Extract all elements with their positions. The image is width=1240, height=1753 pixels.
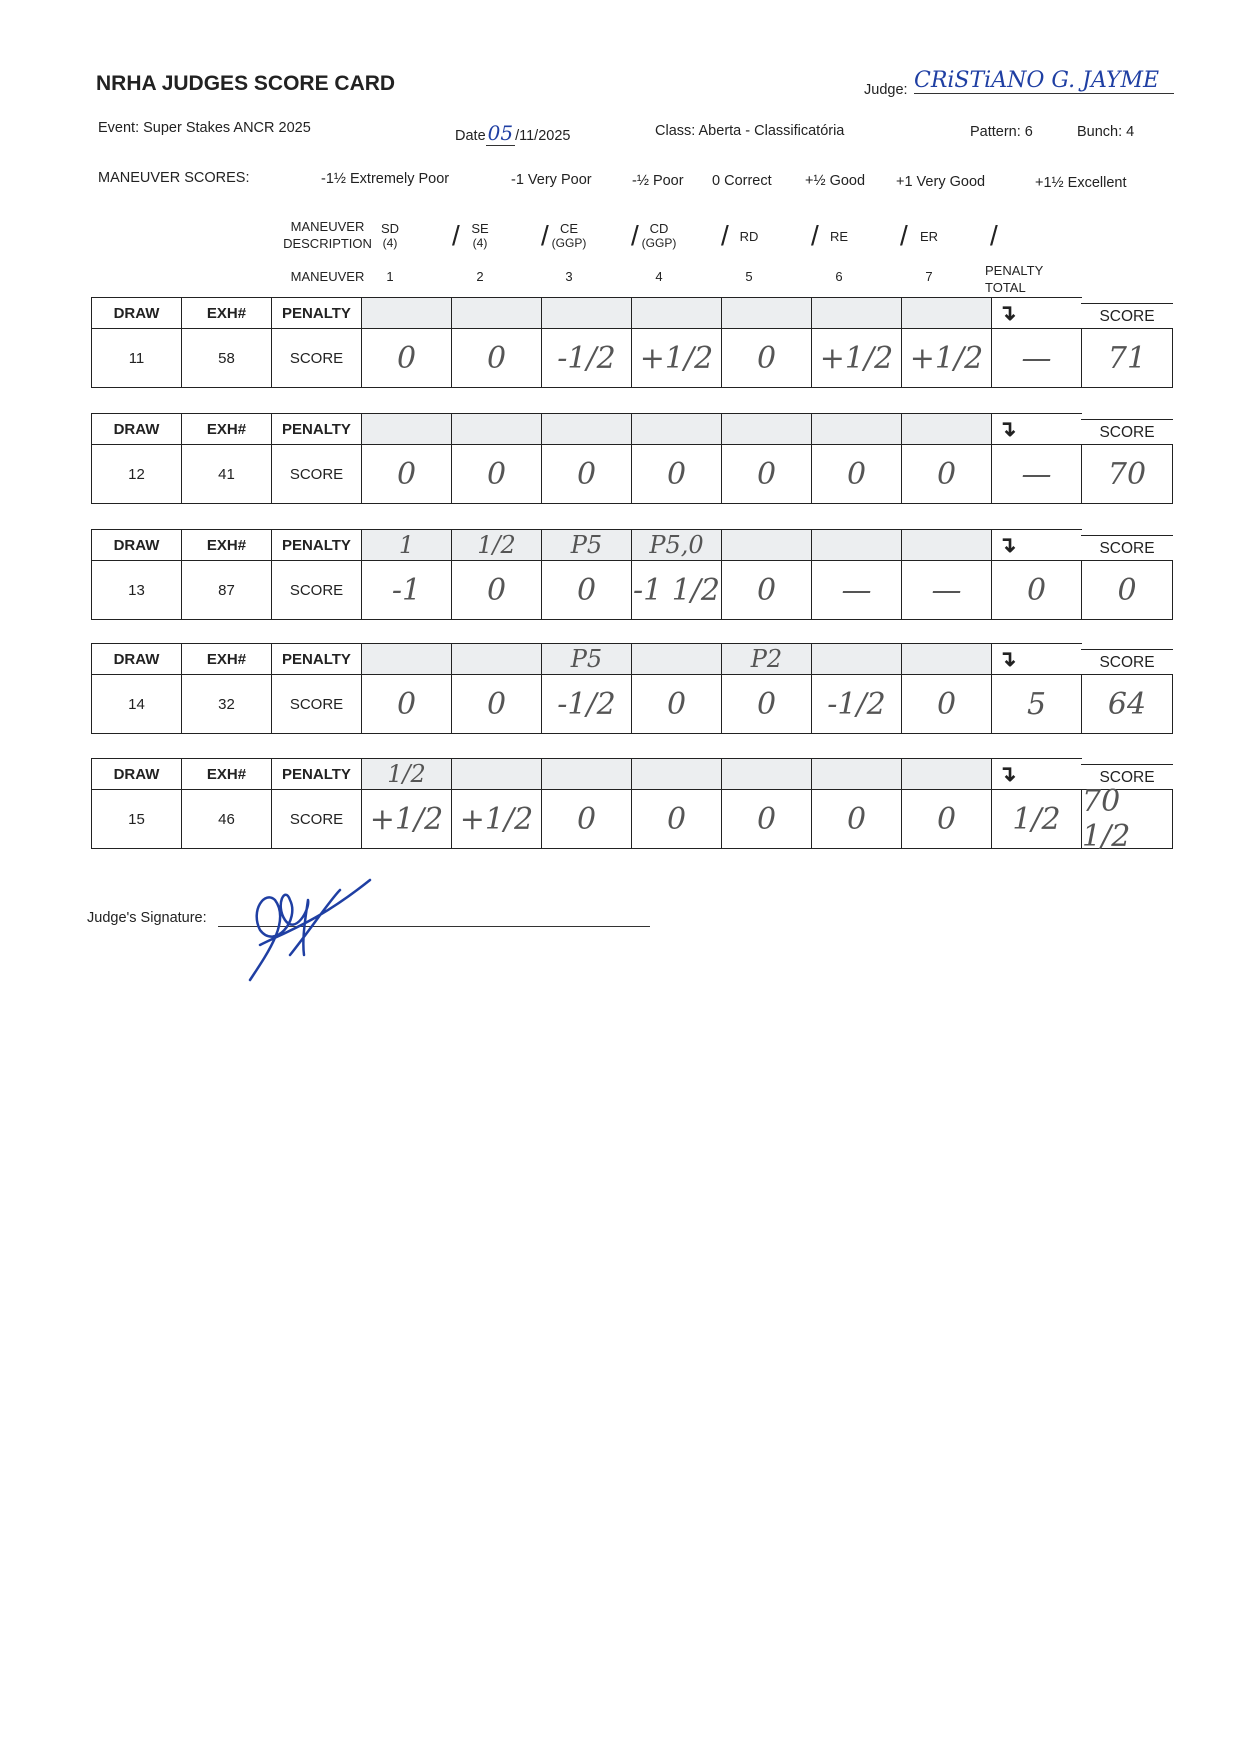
score-entry-block [91, 758, 1183, 854]
maneuver-number: 4 [655, 269, 663, 284]
maneuver-score-cell[interactable]: -1/2 [811, 674, 902, 734]
date-day: 05 [487, 121, 514, 145]
penalty-cell[interactable] [541, 758, 632, 790]
maneuver-code-text: SE [471, 221, 489, 236]
penalty-cell[interactable] [811, 413, 902, 445]
penalty-cell[interactable] [811, 643, 902, 675]
class-name: Class: Aberta - Classificatória [655, 123, 845, 139]
penalty-cell[interactable] [451, 758, 542, 790]
maneuver-subcode: (4) [382, 236, 398, 250]
maneuver-scores-label: MANEUVER SCORES: [98, 170, 250, 186]
date-rest: /11/2025 [515, 128, 571, 144]
penalty-total-cell[interactable]: 5 [991, 674, 1082, 734]
penalty-cell[interactable] [901, 643, 992, 675]
penalty-cell[interactable] [631, 643, 722, 675]
maneuver-score-cell[interactable]: +1/2 [901, 328, 992, 388]
exh-header: EXH# [181, 529, 272, 561]
score-entry-block [91, 297, 1183, 389]
final-score-header: SCORE [1081, 419, 1173, 445]
exh-number: 87 [181, 560, 272, 620]
draw-header: DRAW [91, 529, 182, 561]
maneuver-score-cell[interactable]: 0 [541, 444, 632, 504]
maneuver-code [811, 228, 867, 245]
penalty-total-cell[interactable]: 0 [991, 560, 1082, 620]
draw-number: 14 [91, 674, 182, 734]
legend-item: +1½ Excellent [1035, 175, 1127, 191]
legend-item: -1 Very Poor [511, 172, 592, 188]
maneuver-subcode: (GGP) [641, 236, 677, 250]
maneuver-number: 2 [476, 269, 484, 284]
maneuver-code-text: RE [829, 229, 849, 244]
maneuver-score-cell[interactable]: 0 [721, 444, 812, 504]
penalty-cell[interactable]: 1 [361, 529, 452, 561]
maneuver-subcode: (GGP) [551, 236, 587, 250]
date-label: Date [455, 128, 486, 144]
maneuver-score-cell[interactable]: 0 [721, 560, 812, 620]
legend-item: -1½ Extremely Poor [321, 171, 450, 187]
penalty-cell[interactable] [721, 758, 812, 790]
penalty-total-label: PENALTY TOTAL [985, 263, 1044, 295]
exh-header: EXH# [181, 643, 272, 675]
maneuver-separator: / [631, 220, 639, 251]
final-score-cell[interactable]: 70 1/2 [1081, 789, 1173, 849]
maneuver-code-text: SD [380, 221, 400, 236]
maneuver-score-cell[interactable]: 0 [631, 444, 722, 504]
maneuver-code [541, 220, 597, 250]
exh-header: EXH# [181, 297, 272, 329]
penalty-total-arrow-icon: ↴ [991, 297, 1082, 329]
maneuver-score-cell[interactable]: 0 [451, 444, 542, 504]
maneuver-separator: / [452, 220, 460, 251]
score-entry-block [91, 643, 1183, 735]
draw-header: DRAW [91, 643, 182, 675]
maneuver-number: 3 [565, 269, 573, 284]
maneuver-score-cell[interactable]: 0 [721, 328, 812, 388]
maneuver-code [362, 220, 418, 250]
penalty-cell[interactable] [901, 758, 992, 790]
final-score-header: SCORE [1081, 303, 1173, 329]
final-score-header: SCORE [1081, 535, 1173, 561]
exh-header: EXH# [181, 413, 272, 445]
draw-number: 15 [91, 789, 182, 849]
score-label: SCORE [271, 674, 362, 734]
pattern-number: Pattern: 6 [970, 124, 1033, 140]
legend-item: 0 Correct [712, 173, 772, 189]
penalty-cell[interactable] [721, 413, 812, 445]
maneuver-score-cell[interactable]: 0 [361, 444, 452, 504]
penalty-header: PENALTY [271, 643, 362, 675]
draw-number: 13 [91, 560, 182, 620]
maneuver-score-cell[interactable]: -1 1/2 [631, 560, 722, 620]
maneuver-number-label: MANEUVER [290, 269, 365, 284]
maneuver-score-cell[interactable]: -1/2 [541, 328, 632, 388]
maneuver-separator: / [990, 220, 998, 251]
legend-item: +½ Good [805, 173, 866, 189]
maneuver-score-cell[interactable]: 0 [451, 328, 542, 388]
maneuver-subcode: (4) [472, 236, 488, 250]
final-score-cell[interactable]: 0 [1081, 560, 1173, 620]
maneuver-number: 6 [835, 269, 843, 284]
penalty-total-arrow-icon: ↴ [991, 758, 1082, 790]
penalty-cell[interactable] [361, 297, 452, 329]
penalty-cell[interactable] [901, 529, 992, 561]
maneuver-description-label: MANEUVER DESCRIPTION [283, 219, 372, 251]
maneuver-score-cell[interactable]: 0 [901, 674, 992, 734]
event-name: Event: Super Stakes ANCR 2025 [98, 120, 311, 136]
maneuver-score-cell[interactable]: 0 [901, 789, 992, 849]
draw-header: DRAW [91, 758, 182, 790]
maneuver-code [901, 228, 957, 245]
draw-number: 11 [91, 328, 182, 388]
penalty-cell[interactable] [721, 297, 812, 329]
maneuver-score-cell[interactable]: -1 [361, 560, 452, 620]
maneuver-code-text: ER [919, 229, 939, 244]
penalty-total-cell[interactable]: — [991, 444, 1082, 504]
maneuver-score-cell[interactable]: 0 [811, 789, 902, 849]
penalty-cell[interactable] [361, 643, 452, 675]
maneuver-score-cell[interactable]: +1/2 [451, 789, 542, 849]
legend-item: -½ Poor [632, 173, 684, 189]
exh-number: 46 [181, 789, 272, 849]
penalty-cell[interactable] [811, 529, 902, 561]
maneuver-score-cell[interactable]: 0 [541, 560, 632, 620]
exh-number: 32 [181, 674, 272, 734]
maneuver-separator: / [541, 220, 549, 251]
maneuver-code [721, 228, 777, 245]
signature-image [230, 860, 400, 990]
penalty-total-cell[interactable]: — [991, 328, 1082, 388]
penalty-cell[interactable]: P5,0 [631, 529, 722, 561]
penalty-header: PENALTY [271, 413, 362, 445]
score-entry-block [91, 529, 1183, 621]
penalty-cell[interactable] [451, 643, 542, 675]
maneuver-separator: / [721, 220, 729, 251]
draw-header: DRAW [91, 413, 182, 445]
maneuver-score-cell[interactable]: — [901, 560, 992, 620]
maneuver-number: 7 [925, 269, 933, 284]
penalty-cell[interactable]: P5 [541, 529, 632, 561]
exh-number: 58 [181, 328, 272, 388]
penalty-cell[interactable] [541, 297, 632, 329]
draw-header: DRAW [91, 297, 182, 329]
score-label: SCORE [271, 328, 362, 388]
score-entry-block [91, 413, 1183, 505]
penalty-cell[interactable] [901, 297, 992, 329]
penalty-cell[interactable] [901, 413, 992, 445]
penalty-total-cell[interactable]: 1/2 [991, 789, 1082, 849]
maneuver-score-cell[interactable]: 0 [361, 328, 452, 388]
score-label: SCORE [271, 560, 362, 620]
penalty-cell[interactable] [451, 297, 542, 329]
maneuver-number: 1 [386, 269, 394, 284]
judge-name-field: CRiSTiANO G. JAYME [914, 68, 1174, 94]
penalty-cell[interactable] [811, 758, 902, 790]
penalty-total-arrow-icon: ↴ [991, 413, 1082, 445]
exh-header: EXH# [181, 758, 272, 790]
legend-item: +1 Very Good [896, 174, 986, 190]
penalty-header: PENALTY [271, 529, 362, 561]
penalty-total-arrow-icon: ↴ [991, 529, 1082, 561]
penalty-cell[interactable] [361, 413, 452, 445]
penalty-cell[interactable] [541, 413, 632, 445]
maneuver-separator: / [900, 220, 908, 251]
penalty-cell[interactable] [631, 413, 722, 445]
maneuver-score-cell[interactable]: 0 [541, 789, 632, 849]
maneuver-code [452, 220, 508, 250]
final-score-cell[interactable]: 71 [1081, 328, 1173, 388]
maneuver-score-cell[interactable]: 0 [901, 444, 992, 504]
exh-number: 41 [181, 444, 272, 504]
penalty-cell[interactable] [721, 529, 812, 561]
maneuver-code-text: CD [649, 221, 669, 236]
maneuver-score-cell[interactable]: 0 [361, 674, 452, 734]
signature-label: Judge's Signature: [87, 910, 207, 926]
draw-number: 12 [91, 444, 182, 504]
maneuver-score-cell[interactable]: 0 [811, 444, 902, 504]
maneuver-score-cell[interactable]: +1/2 [811, 328, 902, 388]
maneuver-code-text: CE [559, 221, 579, 236]
maneuver-score-cell[interactable]: 0 [631, 789, 722, 849]
penalty-header: PENALTY [271, 758, 362, 790]
judge-label: Judge: [864, 82, 908, 98]
final-score-header: SCORE [1081, 649, 1173, 675]
maneuver-number: 5 [745, 269, 753, 284]
maneuver-score-cell[interactable]: 0 [721, 789, 812, 849]
penalty-cell[interactable] [451, 413, 542, 445]
maneuver-score-cell[interactable]: 0 [721, 674, 812, 734]
penalty-cell[interactable] [631, 758, 722, 790]
maneuver-score-cell[interactable]: — [811, 560, 902, 620]
final-score-cell[interactable]: 64 [1081, 674, 1173, 734]
maneuver-score-cell[interactable]: +1/2 [361, 789, 452, 849]
final-score-cell[interactable]: 70 [1081, 444, 1173, 504]
date-field [455, 121, 570, 145]
maneuver-separator: / [811, 220, 819, 251]
maneuver-score-cell[interactable]: -1/2 [541, 674, 632, 734]
maneuver-score-cell[interactable]: +1/2 [631, 328, 722, 388]
penalty-cell[interactable]: P5 [541, 643, 632, 675]
maneuver-code-text: RD [739, 229, 759, 244]
penalty-cell[interactable] [811, 297, 902, 329]
penalty-header: PENALTY [271, 297, 362, 329]
score-label: SCORE [271, 444, 362, 504]
maneuver-score-cell[interactable]: 0 [631, 674, 722, 734]
page-title: NRHA JUDGES SCORE CARD [96, 72, 396, 95]
maneuver-score-cell[interactable]: 0 [451, 674, 542, 734]
penalty-cell[interactable] [631, 297, 722, 329]
final-score-header: SCORE [1081, 764, 1173, 790]
penalty-cell[interactable]: 1/2 [361, 758, 452, 790]
score-label: SCORE [271, 789, 362, 849]
maneuver-score-cell[interactable]: 0 [451, 560, 542, 620]
maneuver-code [631, 220, 687, 250]
penalty-cell[interactable]: 1/2 [451, 529, 542, 561]
penalty-cell[interactable]: P2 [721, 643, 812, 675]
bunch-number: Bunch: 4 [1077, 124, 1135, 140]
penalty-total-arrow-icon: ↴ [991, 643, 1082, 675]
